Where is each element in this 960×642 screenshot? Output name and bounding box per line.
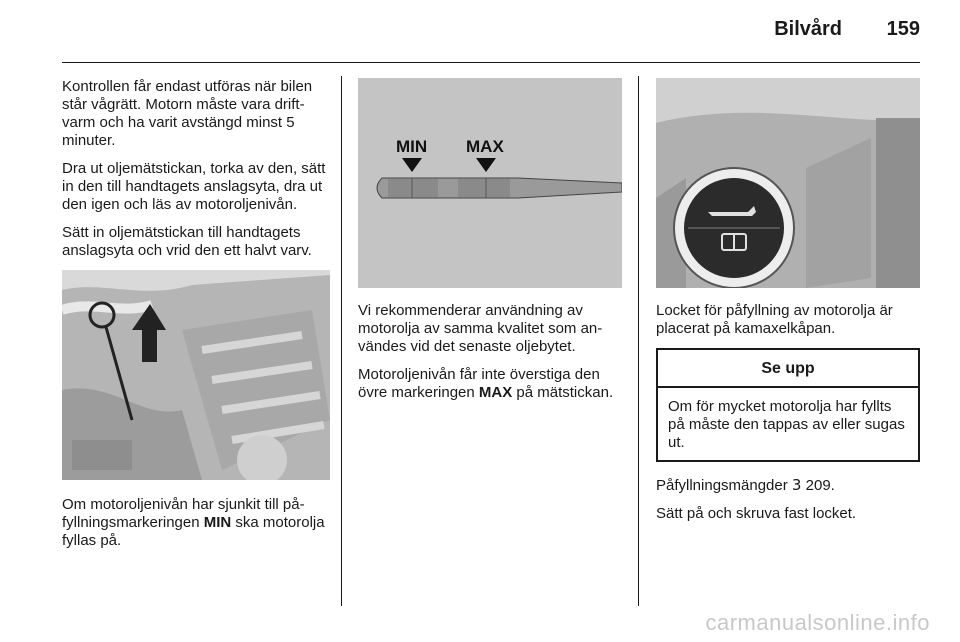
page-reference-link[interactable]: 209. xyxy=(801,477,835,494)
paragraph-min-refill: Om motoroljenivån har sjunkit till påfyllningsmarkeringen MIN ska motorolja fyllas på. xyxy=(62,496,325,549)
paragraph-reinsert-dipstick: Sätt in oljemätstickan till handtagets anslagsyta och vrid den ett halvt varv. xyxy=(62,224,312,259)
column-2 xyxy=(358,78,622,412)
oil-filler-cap-illustration xyxy=(656,78,920,288)
paragraph-replace-cap: Sätt på och skruva fast locket. xyxy=(656,505,857,522)
dipstick-max-label: MAX xyxy=(466,137,504,156)
oil-filler-cap-image xyxy=(656,78,920,288)
column-3 xyxy=(656,78,920,533)
paragraph-cap-location: Locket för påfyllning av motorolja är placerat på kamaxelkåpan. xyxy=(656,302,893,337)
column-divider-right xyxy=(638,76,639,606)
page-number: 159 xyxy=(886,18,920,40)
caution-box xyxy=(656,348,920,462)
section-title: Bilvård xyxy=(774,18,842,40)
column-divider-left xyxy=(341,76,342,606)
page-reference-arrow-icon: 3 xyxy=(791,476,802,494)
dipstick-illustration xyxy=(358,78,622,288)
paragraph-fill-quantities: Påfyllningsmängder 3 209. xyxy=(656,476,835,494)
engine-bay-illustration xyxy=(62,270,330,480)
paragraph-check-conditions: Kontrollen får endast utföras när bilen står vågrätt. Motorn måste vara driftvarm och ha varit avstängd minst 5 minuter. xyxy=(62,78,313,149)
min-marker-label: MIN xyxy=(203,514,232,531)
paragraph-read-dipstick: Dra ut oljemätstickan, torka av den, sätt in den till handtagets anslagsyta, dra ut den igen och läs av motoroljenivån. xyxy=(62,160,326,213)
dipstick-image xyxy=(358,78,622,288)
engine-bay-dipstick-image xyxy=(62,270,330,480)
watermark: carmanualsonline.info xyxy=(705,610,930,635)
caution-body: Om för mycket motorolja har fyllts på måste den tappas av eller sugas ut. xyxy=(668,398,905,451)
caution-title: Se upp xyxy=(658,350,918,388)
max-marker-label: MAX xyxy=(478,384,513,401)
paragraph-oil-quality: Vi rekommenderar användning av motorolja av samma kvalitet som användes vid det senaste oljebytet. xyxy=(358,302,603,355)
column-1 xyxy=(62,78,330,560)
paragraph-max-warning: Motoroljenivån får inte överstiga den övre markeringen MAX på mätstickan. xyxy=(358,366,614,401)
page-header xyxy=(62,0,920,63)
dipstick-min-label: MIN xyxy=(396,137,428,156)
